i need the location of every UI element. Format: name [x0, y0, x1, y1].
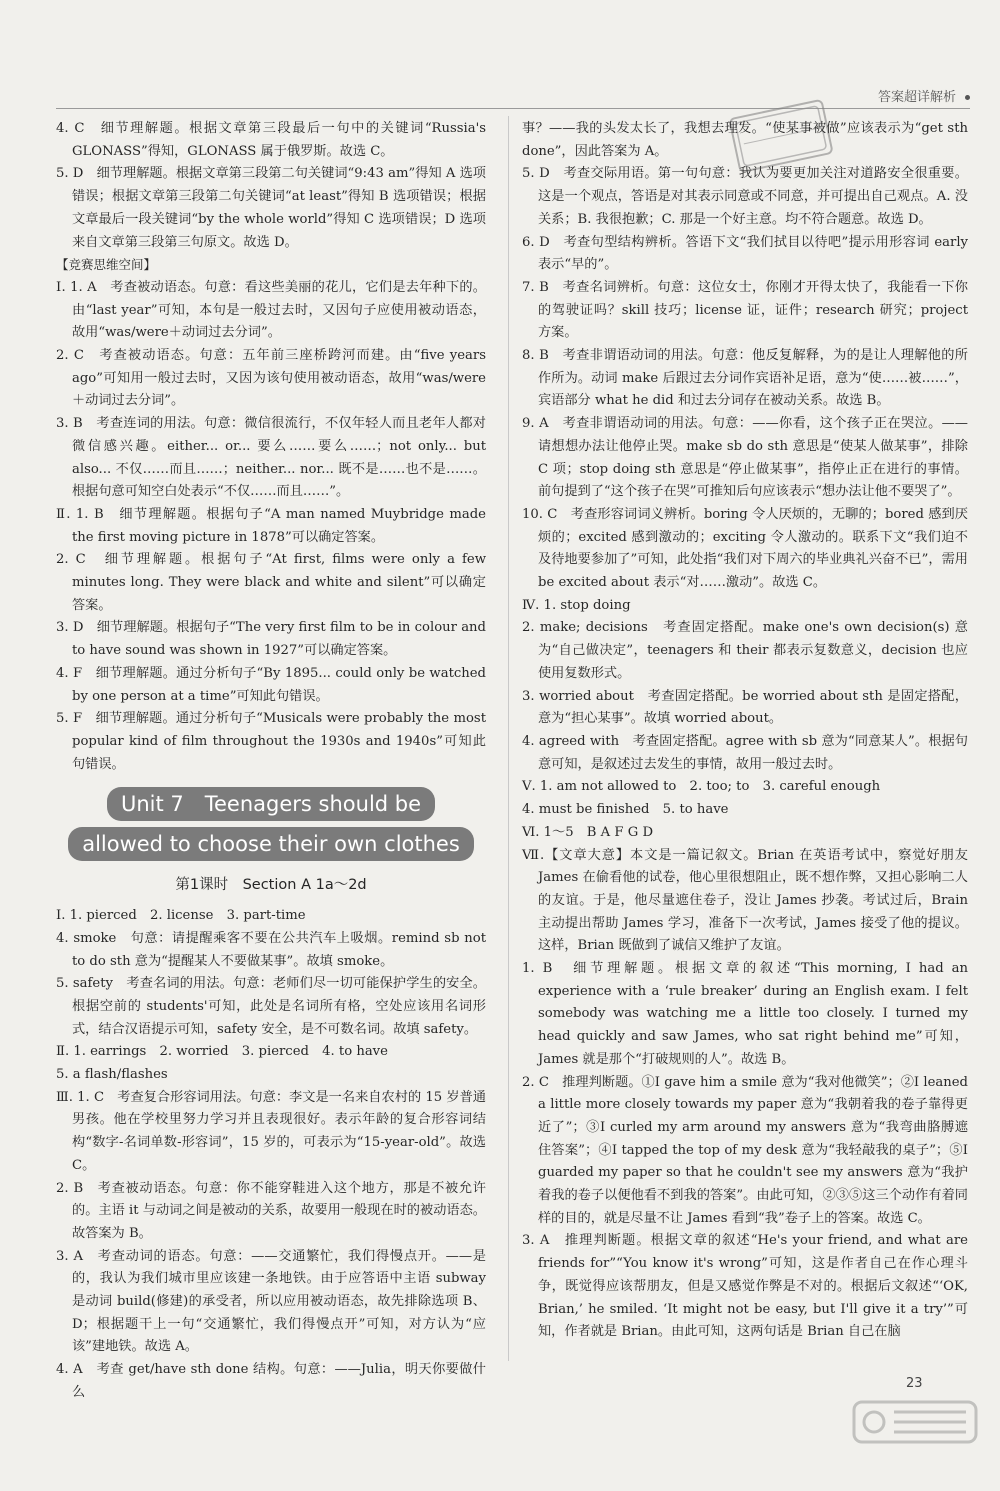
unit-title: [56, 784, 486, 864]
answer-paragraph: 8. B 考查非谓语动词的用法。句意：他反复解释，为的是让人理解他的所作所为。动词 make 后跟过去分词作宾语补足语，意为“使……被……”，宾语部分 what he did 和过去分词存在被动关系。故选 B。: [522, 348, 968, 409]
answer-paragraph: 4. A 考查 get/have sth done 结构。句意：——Julia，明天你要做什么: [56, 1362, 486, 1400]
answer-paragraph: Ⅶ.【文章大意】本文是一篇记叙文。Brian 在英语考试中，察觉好朋友 James 在偷看他的试卷，他心里很想阻止，既不想作弊，又担心影响二人的友谊。于是，他尽量遮住卷子，没让 James 抄袭。考试过后，Brain 主动提出帮助 James 学习，准备下一次考试，James 接受了他的提议。这样，Brian 既做到了诚信又维护了友谊。: [522, 847, 968, 954]
answer-paragraph: Ⅰ. 1. pierced 2. license 3. part-time: [56, 908, 306, 924]
page-header: [56, 88, 970, 109]
column-divider: [508, 116, 509, 1361]
section-heading: 【竞赛思维空间】: [56, 257, 157, 273]
answer-paragraph: 2. make; decisions 考查固定搭配。make one's own decision(s) 意为“自己做决定”，teenagers 和 their 都表示复数意义，decision 也应使用复数形式。: [522, 620, 968, 681]
answer-paragraph: 5. D 考查交际用语。第一句句意：我认为要更加关注对道路安全很重要。这是一个观点，答语是对其表示同意或不同意，并可提出自己观点。A. 没关系；B. 我很抱歉；C. 那是一个好主意。均不符合题意。故选 D。: [522, 166, 968, 227]
page-number: 23: [906, 1376, 923, 1391]
answer-paragraph: 5. D 细节理解题。根据文章第三段第二句关键词“9:43 am”得知 A 选项错误；根据文章第三段第二句关键词“at least”得知 B 选项错误；根据文章最后一段关键词“by the whole world”得知 C 选项错误；D 选项来自文章第三段第三句原文。故选 D。: [56, 166, 486, 250]
header-title: 答案超详解析: [877, 90, 956, 105]
answer-paragraph: 9. A 考查非谓语动词的用法。句意：——你看，这个孩子正在哭泣。——请想想办法让他停止哭。make sb do sth 意思是“使某人做某事”，排除 C 项；stop doing sth 意思是“停止做某事”，指停止正在进行的事情。前句提到了“这个孩子在哭”可推知后句应该表示“想办法让他不要哭了”。: [522, 416, 968, 500]
answer-paragraph: 2. B 考查被动语态。句意：你不能穿鞋进入这个地方，那是不被允许的。主语 it 与动词之间是被动的关系，故要用一般现在时的被动语态。故答案为 B。: [56, 1180, 486, 1241]
answer-paragraph: 3. D 细节理解题。根据句子“The very first film to be in colour and to have sound was shown in 1927”可以确定答案。: [56, 620, 486, 659]
unit-title-line1: Unit 7 Teenagers should be: [107, 787, 435, 821]
watermark-logo-icon: [850, 1392, 980, 1452]
answer-paragraph: 5. F 细节理解题。通过分析句子“Musicals were probably the most popular kind of film throughout the 1930s and 1940s”可知此句错误。: [56, 711, 486, 772]
answer-paragraph: 3. A 推理判断题。根据文章的叙述“He's your friend, and what are friends for”“You know it's wrong”可知，这是作者自己在作心理斗争，既觉得应该帮朋友，但是又感觉作弊是不对的。根据后文叙述“‘OK, Brian,’ he smiled. ‘It might not be easy, but I'll give it a try’”可知，作者就是 Brian。由此可知，这两句话是 Brian 自己在脑: [522, 1233, 968, 1340]
answer-paragraph: Ⅱ. 1. earrings 2. worried 3. pierced 4. to have: [56, 1044, 388, 1060]
answer-paragraph: 1. B 细节理解题。根据文章的叙述“This morning, I had an experience with a ‘rule breaker’ during an English exam. I felt somebody was watching me a little too closely. I turned my head quickly and saw James, who sat right behind me”可知，James 就是那个“打破规则的人”。故选 B。: [522, 961, 968, 1067]
right-column: [522, 118, 968, 1344]
answer-paragraph: 3. B 考查连词的用法。句意：微信很流行，不仅年轻人而且老年人都对微信感兴趣。either... or... 要么……要么……；not only... but also... 不仅……而且……；neither... nor... 既不是……也不是……。根据句意可知空白处表示“不仅……而且……”。: [56, 416, 486, 500]
answer-paragraph: 3. worried about 考查固定搭配。be worried about sth 是固定搭配，意为“担心某事”。故填 worried about。: [522, 688, 968, 727]
header-dot-icon: [965, 95, 970, 100]
answer-paragraph: 4. must be finished 5. to have: [522, 802, 729, 818]
lesson-title: 第1课时 Section A 1a～2d: [175, 877, 367, 894]
answer-paragraph: Ⅳ. 1. stop doing: [522, 597, 631, 613]
answer-paragraph: 4. C 细节理解题。根据文章第三段最后一句中的关键词“Russia's GLONASS”得知，GLONASS 属于俄罗斯。故选 C。: [56, 121, 486, 159]
answer-paragraph: Ⅰ. 1. A 考查被动语态。句意：看这些美丽的花儿，它们是去年种下的。由“last year”可知，本句是一般过去时，又因句子应使用被动语态，故用“was/were＋动词过去分词”。: [56, 279, 486, 341]
answer-paragraph: 2. C 考查被动语态。句意：五年前三座桥跨河而建。由“five years ago”可知用一般过去时，又因为该句使用被动语态，故用“was/were＋动词过去分词”。: [56, 348, 486, 409]
answer-paragraph: 事？——我的头发太长了，我想去理发。“使某事被做”应该表示为“get sth done”，因此答案为 A。: [522, 121, 968, 159]
answer-paragraph: 4. agreed with 考查固定搭配。agree with sb 意为“同意某人”。根据句意可知，是叙述过去发生的事情，故用一般过去时。: [522, 733, 968, 772]
answer-paragraph: 5. safety 考查名词的用法。句意：老师们尽一切可能保护学生的安全。根据空前的 students'可知，此处是名词所有格，空处应该用名词形式，结合汉语提示可知，safety 安全，是不可数名词。故填 safety。: [56, 976, 486, 1037]
answer-paragraph: 3. A 考查动词的语态。句意：——交通繁忙，我们得慢点开。——是的，我认为我们城市里应该建一条地铁。由于应答语中主语 subway 是动词 build(修建)的承受者，所以应用被动语态，故先排除选项 B、D；根据题干上一句“交通繁忙，我们得慢点开”可知，对方认为“应该”建地铁。故选 A。: [56, 1248, 486, 1355]
answer-paragraph: Ⅴ. 1. am not allowed to 2. too; to 3. careful enough: [522, 779, 881, 795]
answer-paragraph: 6. D 考查句型结构辨析。答语下文“我们拭目以待吧”提示用形容词 early 表示“早的”。: [522, 234, 968, 273]
answer-paragraph: 7. B 考查名词辨析。句意：这位女士，你刚才开得太快了，我能看一下你的驾驶证吗？skill 技巧；license 证，证件；research 研究；project 方案。: [522, 279, 968, 341]
unit-title-line2: allowed to choose their own clothes: [68, 827, 474, 861]
answer-paragraph: 5. a flash/flashes: [56, 1067, 168, 1083]
answer-paragraph: 4. F 细节理解题。通过分析句子“By 1895... could only be watched by one person at a time”可知此句错误。: [56, 665, 486, 704]
answer-paragraph: 4. smoke 句意：请提醒乘客不要在公共汽车上吸烟。remind sb not to do sth 意为“提醒某人不要做某事”。故填 smoke。: [56, 930, 486, 969]
answer-paragraph: Ⅲ. 1. C 考查复合形容词用法。句意：李文是一名来自农村的 15 岁普通男孩。他在学校里努力学习并且表现很好。表示年龄的复合形容词结构“数字-名词单数-形容词”，15 岁的，可表示为“15-year-old”。故选 C。: [56, 1089, 486, 1173]
answer-paragraph: Ⅱ. 1. B 细节理解题。根据句子“A man named Muybridge made the first moving picture in 1878”可以确定答案。: [56, 506, 486, 545]
left-column: [56, 118, 486, 1405]
answer-paragraph: 2. C 推理判断题。①I gave him a smile 意为“我对他微笑”；②I leaned a little more closely towards my paper 意为“我朝着我的卷子靠得更近了”；③I curled my arm around my answers 意为“我弯曲胳膊遮住答案”；④I tapped the top of my desk 意为“我轻敲我的桌子”；⑤I guarded my paper so that he couldn't see my answers 意为“我护着我的卷子以便他看不到我的答案”。由此可知，②③⑤这三个动作有着同样的目的，就是尽量不让 James 看到“我”卷子上的答案。故选 C。: [522, 1074, 968, 1226]
answer-paragraph: Ⅵ. 1～5 B A F G D: [522, 824, 654, 840]
answer-paragraph: 10. C 考查形容词词义辨析。boring 令人厌烦的，无聊的；bored 感到厌烦的；excited 感到激动的；exciting 令人激动的。联系下文“我们迫不及待地要参加了”可知，此处指“我们对下周六的毕业典礼兴奋不已”，需用 be excited about 表示“对……激动”。故选 C。: [522, 506, 968, 591]
answer-paragraph: 2. C 细节理解题。根据句子“At first, films were only a few minutes long. They were black and white and silent”可以确定答案。: [56, 552, 486, 613]
